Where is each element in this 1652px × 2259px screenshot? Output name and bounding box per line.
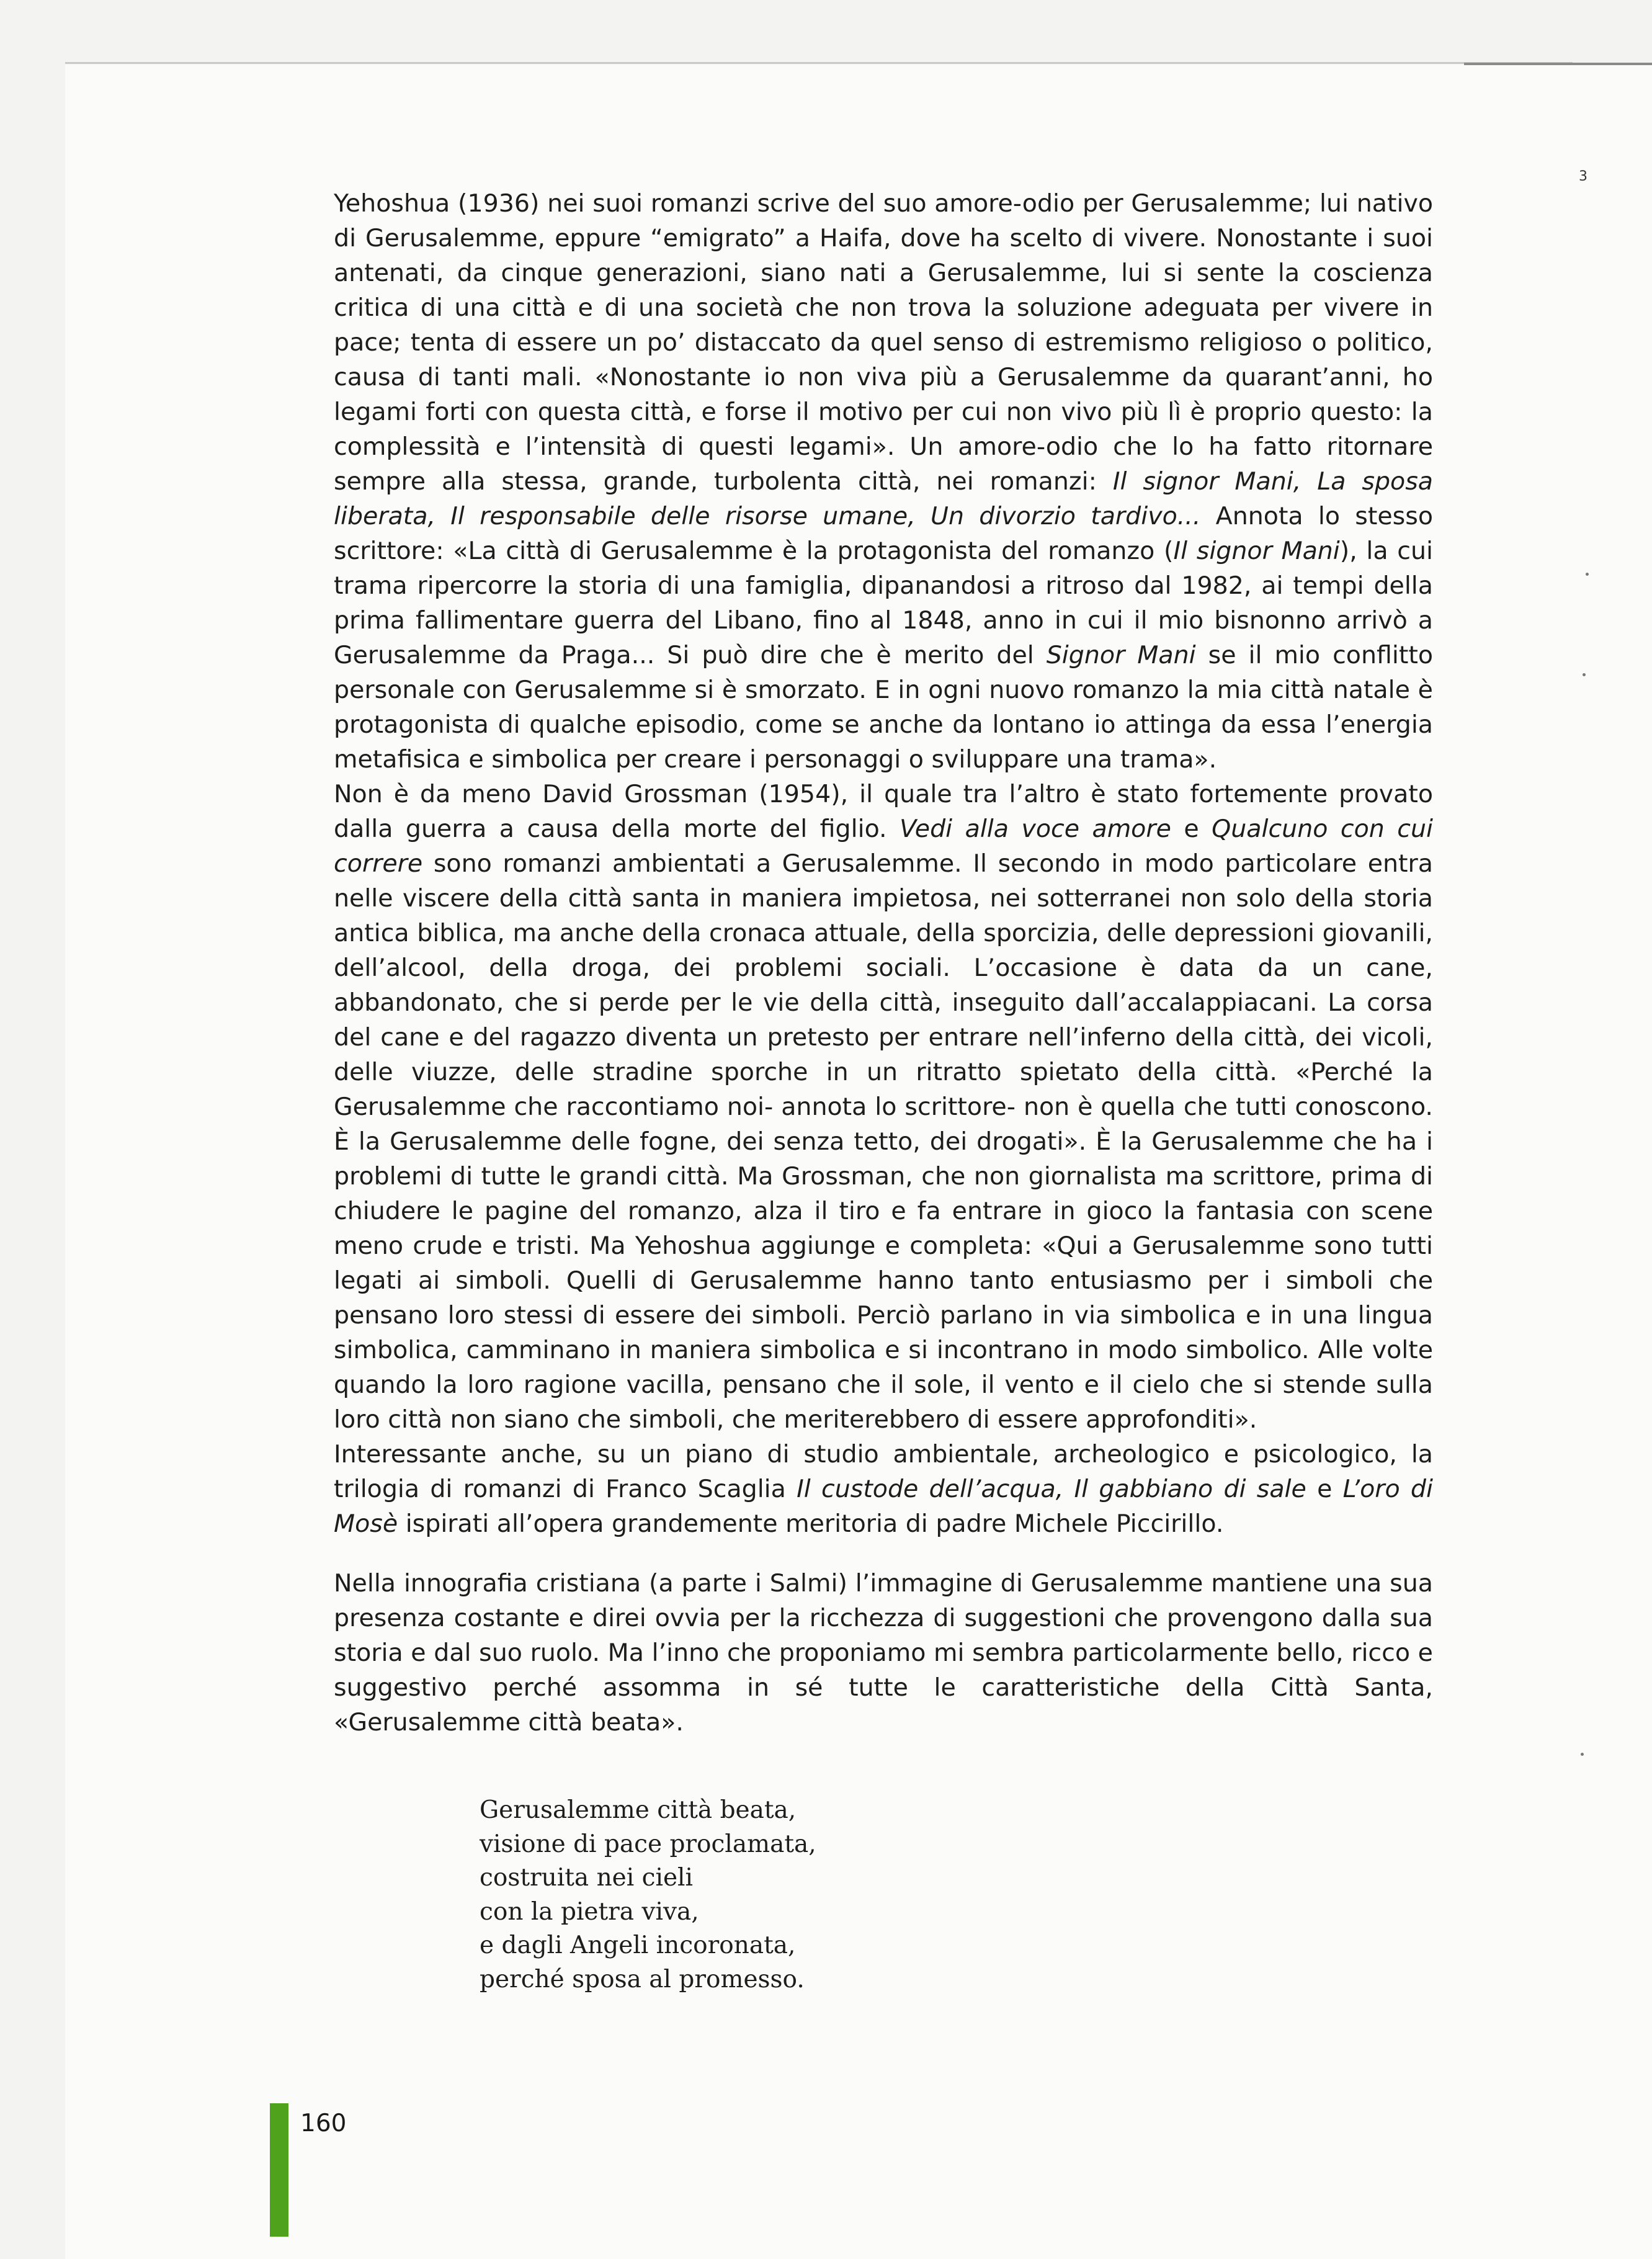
paragraph-innografia <box>334 1566 1433 1740</box>
text-run: e <box>1306 1475 1343 1503</box>
italic-title-text: Qualcuno con cui correre <box>334 815 1433 878</box>
poem-line: con la pietra viva, <box>480 1897 699 1926</box>
poem-line: e dagli Angeli incoronata, <box>480 1931 796 1959</box>
text-run: e <box>1171 815 1212 843</box>
text-run: ), la cui trama ripercorre la storia di una famiglia, dipanandosi a ritroso dal 1982, ai tempi della prima fallimentare guerra del Libano, fino al 1848, anno in cui il mio bisnonno arrivò a Gerusalemme da Praga... Si può dire che è merito del <box>334 537 1434 669</box>
text-run: Yehoshua (1936) nei suoi romanzi scrive del suo amore-odio per Gerusalemme; lui nativo di Gerusalemme, eppure “emigrato” a Haifa, dove ha scelto di vivere. Nonostante i suoi antenati, da cinque generazioni, siano nati a Gerusalemme, lui si sente la coscienza critica di una città e di una società che non trova la soluzione adeguata per vivere in pace; tenta di essere un po’ distaccato da quel senso di estremismo religioso o politico, causa di tanti mali. «Nonostante io non viva più a Gerusalemme da quarant’anni, ho legami forti con questa città, e forse il motivo per cui non vivo più lì è proprio questo: la complessità e l’intensità di questi legami». Un amore-odio che lo ha fatto ritornare sempre alla stessa, grande, turbolenta città, nei romanzi: <box>334 189 1433 496</box>
italic-title-text: Vedi alla voce amore <box>900 815 1171 843</box>
poem-line: costruita nei cieli <box>480 1864 693 1892</box>
text-run: Nella innografia cristiana (a parte i Salmi) l’immagine di Gerusalemme mantiene una sua presenza costante e direi ovvia per la ricchezza di suggestioni che provengono dalla sua storia e dal suo ruolo. Ma l’inno che proponiamo mi sembra particolarmente bello, ricco e suggestivo perché assomma in sé tutte le caratteristiche della Città Santa, «Gerusalemme città beata». <box>334 1569 1433 1737</box>
page-number: 160 <box>300 2109 347 2137</box>
scan-speck <box>1586 573 1589 576</box>
paragraph-scaglia <box>334 1437 1433 1541</box>
italic-title-text: Il signor Mani <box>1173 537 1340 565</box>
text-run: Non è da meno David Grossman (1954), il quale tra l’altro è stato fortemente provato dalla guerra a causa della morte del figlio. <box>334 780 1433 843</box>
italic-title-text: Il signor Mani, La sposa liberata, Il responsabile delle risorse umane, Un divorzio tardivo... <box>334 467 1433 530</box>
poem-line: perché sposa al promesso. <box>480 1965 805 1993</box>
text-run: Interessante anche, su un piano di studio ambientale, archeologico e psicologico, la trilogia di romanzi di Franco Scaglia <box>334 1440 1433 1503</box>
page-number-accent-bar <box>270 2103 288 2237</box>
top-rule-edge <box>1464 63 1652 65</box>
corner-mark: 3 <box>1579 169 1587 184</box>
italic-title-text: Signor Mani <box>1046 641 1196 669</box>
text-run: sono romanzi ambientati a Gerusalemme. Il secondo in modo particolare entra nelle viscere della città santa in maniera impietosa, nei sotterranei non solo della storia antica biblica, ma anche della cronaca attuale, della sporcizia, delle depressioni giovanili, dell’alcool, della droga, dei problemi sociali. L’occasione è data da un cane, abbandonato, che si perde per le vie della città, inseguito dall’accalappiacani. La corsa del cane e del ragazzo diventa un pretesto per entrare nell’inferno della città, dei vicoli, delle viuzze, delle stradine sporche in un ritratto spietato della città. «Perché la Gerusalemme che raccontiamo noi- annota lo scrittore- non è quella che tutti conoscono. È la Gerusalemme delle fogne, dei senza tetto, dei drogati». È la Gerusalemme che ha i problemi di tutte le grandi città. Ma Grossman, che non giornalista ma scrittore, prima di chiudere le pagine del romanzo, alza il tiro e fa entrare in gioco la fantasia con scene meno crude e tristi. Ma Yehoshua aggiunge e completa: «Qui a Gerusalemme sono tutti legati ai simboli. Quelli di Gerusalemme hanno tanto entusiasmo per i simboli che pensano loro stessi di essere dei simboli. Perciò parlano in via simbolica e in una lingua simbolica, camminano in maniera simbolica e si incontrano in modo simbolico. Alle volte quando la loro ragione vacilla, pensano che il sole, il vento e il cielo che si stende sulla loro città non siano che simboli, che meriterebbero di essere approfonditi». <box>334 849 1433 1434</box>
poem-line: visione di pace proclamata, <box>480 1830 816 1858</box>
italic-title-text: Il custode dell’acqua, Il gabbiano di sale <box>797 1475 1306 1503</box>
hymn-poem <box>480 1794 816 1997</box>
text-run: Annota lo stesso scrittore: «La città di Gerusalemme è la protagonista del romanzo ( <box>334 502 1433 565</box>
poem-line: Gerusalemme città beata, <box>480 1796 797 1824</box>
top-rule <box>65 62 1573 64</box>
paragraph-grossman <box>334 777 1433 1437</box>
paragraph-yehoshua <box>334 186 1433 777</box>
scan-speck <box>1581 1753 1584 1756</box>
italic-title-text: L’oro di Mosè <box>334 1475 1433 1538</box>
body-text <box>334 186 1433 1740</box>
scan-speck <box>1583 673 1586 676</box>
text-run: se il mio conflitto personale con Gerusalemme si è smorzato. E in ogni nuovo romanzo la mia città natale è protagonista di qualche episodio, come se anche da lontano io attinga da essa l’energia metafisica e simbolica per creare i personaggi o sviluppare una trama». <box>334 641 1433 774</box>
text-run: ispirati all’opera grandemente meritoria di padre Michele Piccirillo. <box>398 1510 1224 1538</box>
